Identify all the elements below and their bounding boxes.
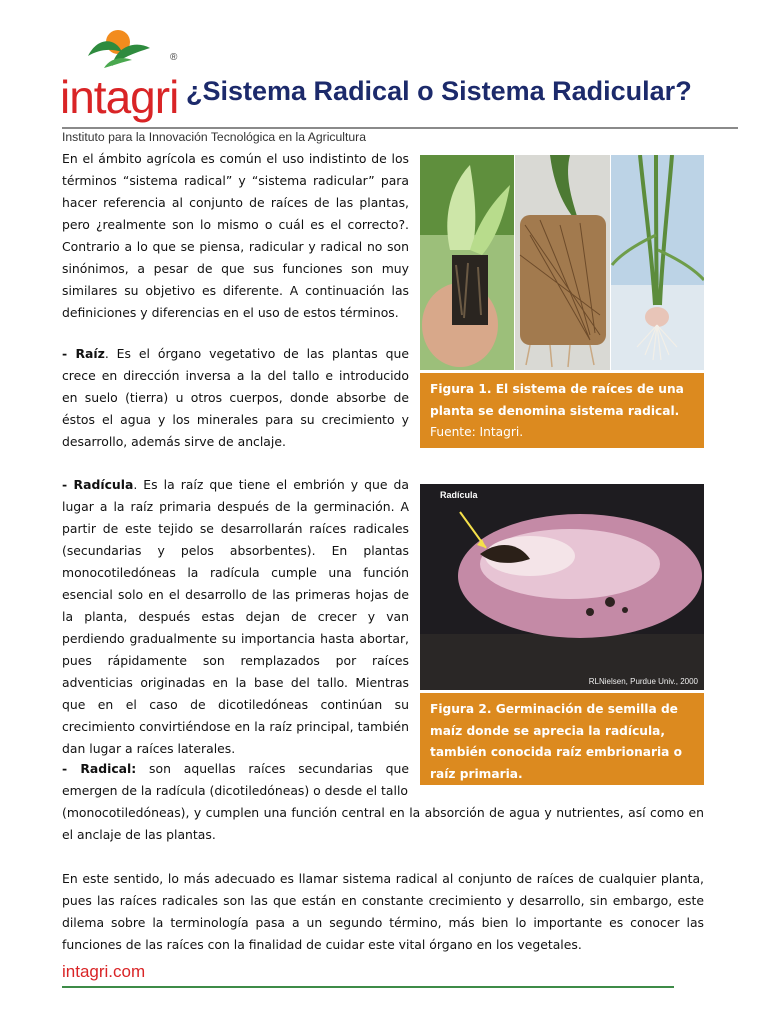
radical-label: - Radical: (62, 761, 137, 776)
logo-wordmark: intagri (60, 71, 179, 123)
raiz-label: - Raíz (62, 346, 105, 361)
radical-paragraph-end (62, 802, 704, 846)
radicula-image-label: Radícula (440, 490, 478, 500)
conclusion-paragraph (62, 868, 704, 956)
intro-paragraph (62, 148, 409, 324)
registered-mark: ® (170, 52, 178, 63)
figure1-caption (420, 373, 704, 448)
tagline: Instituto para la Innovación Tecnológica en la Agricultura (62, 130, 366, 144)
header-divider (62, 127, 738, 129)
radicula-text: . Es la raíz que tiene el embrión y que da lugar a la raíz primaria después de la germinación. A partir de este tejido se desarrollarán raíces radicales (secundarias y pelos absorbentes). En plantas monocotiledóneas la radícula cumple una función esencial solo en el desarrollo de las primeras hojas de la planta, después estas dejan de crecer y van perdiendo gradualmente su importancia hasta abortar, pues rápidamente son remplazados por raíces adventicias originadas en la base del tallo. Mientras que en el caso de dicotiledóneas continúan su crecimiento convirtiéndose en la raíz principal, también dan lugar a raíces laterales. (62, 477, 409, 756)
radicula-label: - Radícula (62, 477, 134, 492)
conclusion-text: En este sentido, lo más adecuado es llamar sistema radical al conjunto de raíces de cualquier planta, pues las raíces radicales son las que están en constante crecimiento y desarrollo, sin embargo, este dilema sobre la terminología pasa a un segundo término, más bien lo importante es conocer las funciones de las raíces con la finalidad de cuidar este vital órgano en los vegetales. (62, 871, 704, 952)
figure2-image-credit: RLNielsen, Purdue Univ., 2000 (588, 677, 698, 686)
radical-paragraph-start (62, 758, 409, 802)
figure2-caption-title: Figura 2. Germinación de semilla de maíz donde se aprecia la radícula, también conocida raíz embrionaria o raíz primaria. (430, 702, 683, 781)
raiz-text: . Es el órgano vegetativo de las plantas que crece en dirección inversa a la del tallo e introducido en suelo (tierra) u otros cuerpos, donde absorbe de éstos el agua y los minerales para su crecimiento y desarrollo, además sirve de anclaje. (62, 346, 409, 449)
radical-text-part2: (monocotiledóneas), y cumplen una función central en la absorción de agua y nutrientes, así como en el anclaje de las plantas. (62, 805, 704, 842)
figure1-image (420, 155, 704, 370)
page-title: ¿Sistema Radical o Sistema Radicular? (186, 76, 692, 106)
footer-divider (62, 986, 674, 988)
footer-site-link[interactable]: intagri.com (62, 962, 146, 981)
intagri-logo (60, 22, 185, 122)
intro-text: En el ámbito agrícola es común el uso indistinto de los términos “sistema radical” y “sistema radicular” para hacer referencia al conjunto de raíces de las plantas, pero ¿realmente son lo mismo o cuál es el correcto?. Contrario a lo que se piensa, radicular y radical no son sinónimos, a pesar de que sus funciones son muy similares su objetivo es diferente. A continuación las definiciones y diferencias en el uso de estos términos. (62, 151, 409, 320)
radical-text-part1: son aquellas raíces secundarias que emergen de la radícula (dicotiledóneas) o desde el tallo (62, 761, 409, 798)
figure2-image (420, 484, 704, 690)
raiz-paragraph (62, 343, 409, 453)
figure1-source: Fuente: Intagri. (430, 425, 524, 439)
radicula-paragraph (62, 474, 409, 760)
figure1-caption-title: Figura 1. El sistema de raíces de una planta se denomina sistema radical. (430, 382, 684, 418)
figure2-source: Fuente: Nielsen, 2000. (430, 788, 568, 802)
figure2-caption (420, 693, 704, 802)
